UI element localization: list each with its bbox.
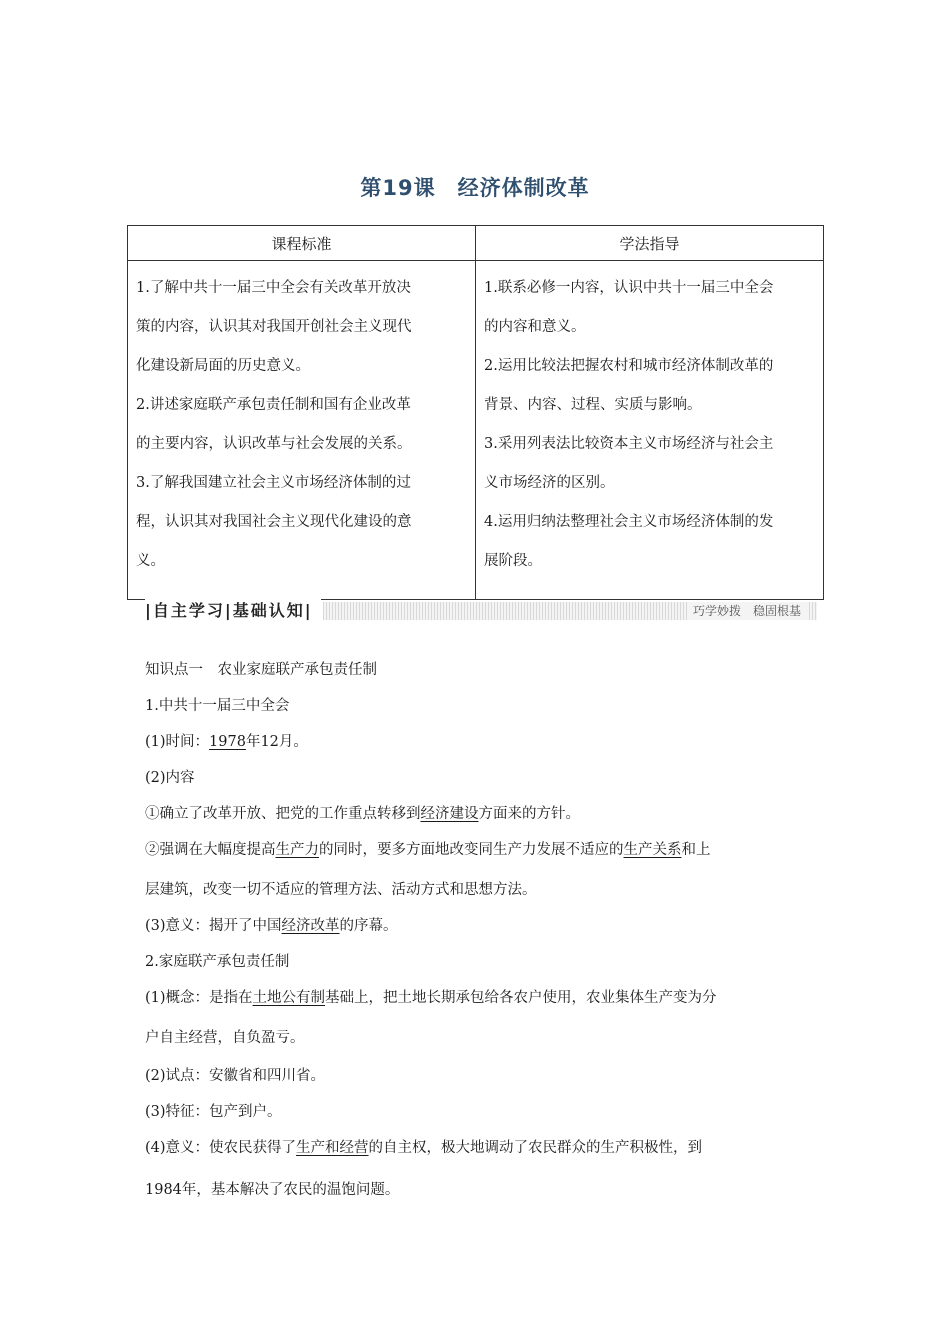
text: 和上 — [681, 842, 711, 858]
content-line: (2)内容 — [145, 770, 195, 786]
content-line — [145, 730, 308, 751]
header-course-standard: 课程标准 — [128, 226, 476, 261]
standard-line: 策的内容，认识其对我国开创社会主义现代 — [136, 319, 412, 335]
header-study-guidance: 学法指导 — [476, 226, 824, 261]
text: ②强调在大幅度提高 — [145, 842, 276, 858]
content-line — [145, 838, 711, 859]
subheading-household-contract: 2.家庭联产承包责任制 — [145, 954, 290, 970]
page-title — [0, 172, 950, 202]
guidance-line: 义市场经济的区别。 — [484, 475, 615, 491]
text: (3)意义：揭开了中国 — [145, 918, 282, 934]
guidance-line: 2.运用比较法把握农村和城市经济体制改革的 — [484, 358, 774, 374]
key-term: 生产关系 — [623, 842, 682, 858]
text: 的自主权，极大地调动了农民群众的生产积极性，到 — [368, 1140, 703, 1156]
content-line — [145, 986, 717, 1007]
text: (1)概念：是指在 — [145, 990, 253, 1006]
content-line: 户自主经营，自负盈亏。 — [145, 1030, 305, 1046]
text: ①确立了改革开放、把党的工作重点转移到 — [145, 806, 421, 822]
guidance-line: 4.运用归纳法整理社会主义市场经济体制的发 — [484, 514, 774, 530]
content-line — [145, 802, 580, 823]
content-line — [145, 1136, 702, 1157]
key-term: 经济建设 — [420, 806, 479, 822]
content-line: 1984年，基本解决了农民的温饱问题。 — [145, 1182, 400, 1198]
key-term: 土地公有制 — [252, 990, 326, 1006]
content-line: 层建筑，改变一切不适应的管理方法、活动方式和思想方法。 — [145, 882, 537, 898]
section-tag: 巧学妙拨 稳固根基 — [687, 602, 807, 620]
guidance-line: 1.联系必修一内容，认识中共十一届三中全会 — [484, 280, 774, 296]
key-term: 1978 — [209, 734, 246, 750]
subheading-third-plenum: 1.中共十一届三中全会 — [145, 698, 290, 714]
section-banner — [145, 598, 817, 624]
study-guidance-cell — [476, 261, 824, 600]
lesson-name: 经济体制改革 — [457, 176, 590, 200]
standard-line: 的主要内容，认识改革与社会发展的关系。 — [136, 436, 412, 452]
key-term: 生产和经营 — [296, 1140, 369, 1156]
text: 的同时，要多方面地改变同生产力发展不适应的 — [319, 842, 624, 858]
standard-line: 程，认识其对我国社会主义现代化建设的意 — [136, 514, 412, 530]
text: 方面来的方针。 — [478, 806, 580, 822]
standard-line: 1.了解中共十一届三中全会有关改革开放决 — [136, 280, 411, 296]
standard-line: 义。 — [136, 553, 165, 569]
guidance-line: 背景、内容、过程、实质与影响。 — [484, 397, 702, 413]
text: 的序幕。 — [339, 918, 398, 934]
lesson-number: 第19课 — [360, 176, 436, 200]
text: 年12月。 — [245, 734, 308, 750]
text: 基础上，把土地长期承包给各农户使用，农业集体生产变为分 — [325, 990, 717, 1006]
content-line — [145, 914, 398, 935]
key-term: 生产力 — [275, 842, 319, 858]
guidance-line: 展阶段。 — [484, 553, 542, 569]
standard-line: 化建设新局面的历史意义。 — [136, 358, 310, 374]
section-label: |自主学习|基础认知| — [145, 598, 321, 624]
course-standard-cell — [128, 261, 476, 600]
guidance-line: 的内容和意义。 — [484, 319, 586, 335]
text: (4)意义：使农民获得了 — [145, 1140, 297, 1156]
guidance-line: 3.采用列表法比较资本主义市场经济与社会主 — [484, 436, 774, 452]
content-line: (3)特征：包产到户。 — [145, 1104, 282, 1120]
text: (1)时间： — [145, 734, 210, 750]
standards-table — [127, 225, 824, 600]
content-line: (2)试点：安徽省和四川省。 — [145, 1068, 326, 1084]
knowledge-point-heading: 知识点一 农业家庭联产承包责任制 — [145, 662, 377, 678]
standard-line: 2.讲述家庭联产承包责任制和国有企业改革 — [136, 397, 411, 413]
key-term: 经济改革 — [281, 918, 340, 934]
standard-line: 3.了解我国建立社会主义市场经济体制的过 — [136, 475, 411, 491]
